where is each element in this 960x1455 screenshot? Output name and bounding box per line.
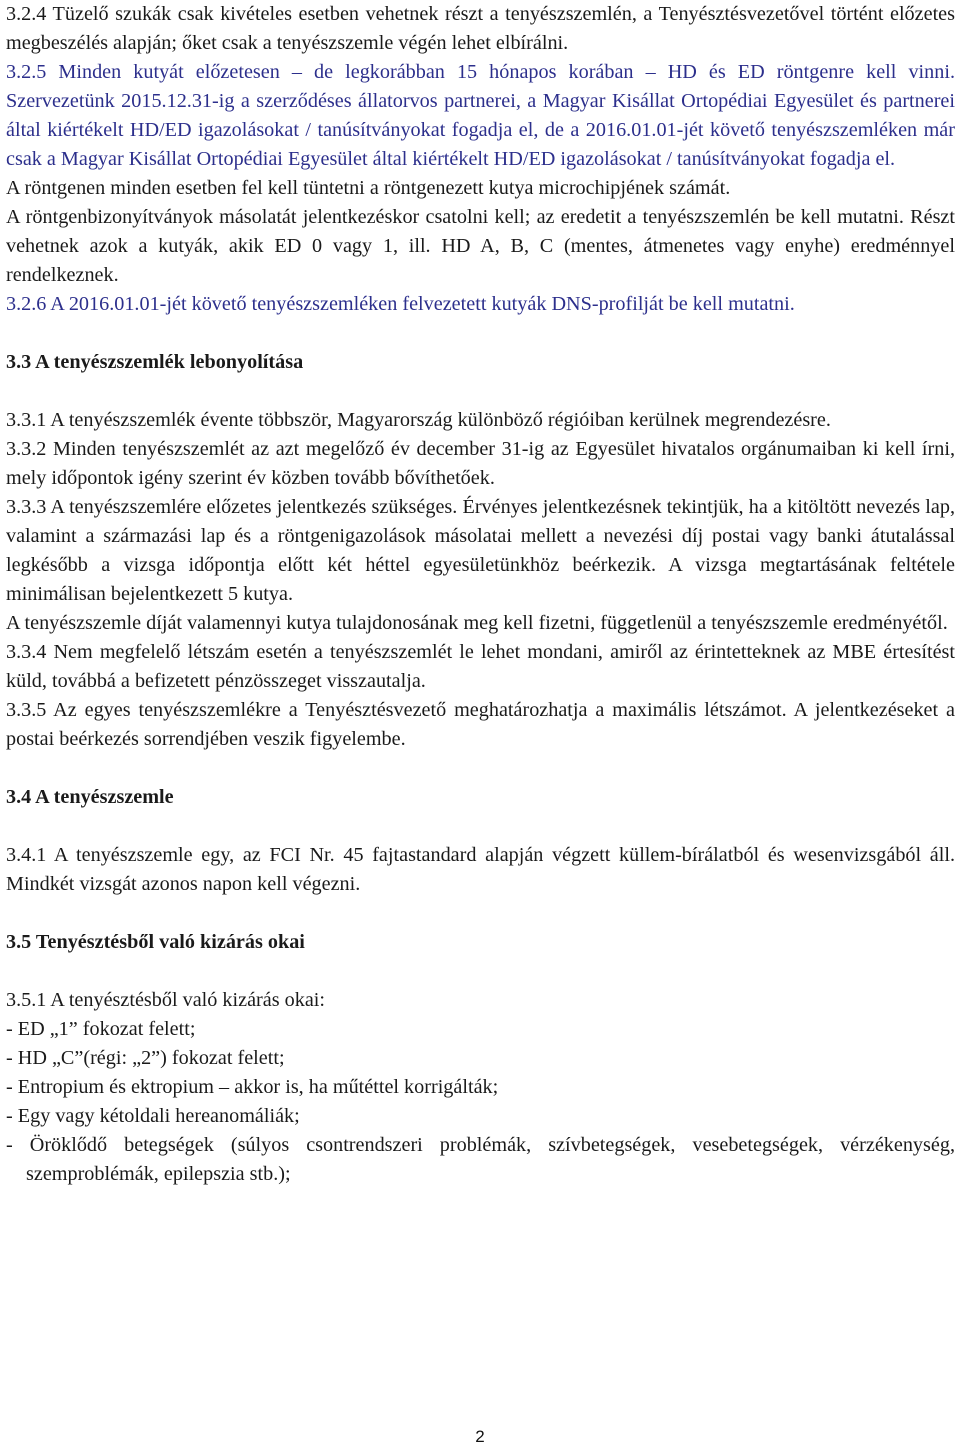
exclusion-list [6, 1015, 955, 1189]
paragraph-fee: A tenyészszemle díját valamennyi kutya tulajdonosának meg kell fizetni, függetlenül a tenyészszemle eredményétől. [6, 612, 948, 634]
paragraph-3-3-4: 3.3.4 Nem megfelelő létszám esetén a tenyészszemlét le lehet mondani, amiről az érintetteknek az MBE értesítést küld, továbbá a befizetett pénzösszeget visszautalja. [6, 641, 955, 692]
paragraph-3-2-5: 3.2.5 Minden kutyát előzetesen – de legkorábban 15 hónapos korában – HD és ED röntgenre kell vinni. Szervezetünk 2015.12.31-ig a szerződéses állatorvos partnerei, a Magyar Kisállat Ortopédiai Egyesület és partnerei által kiértékelt HD/ED igazolásokat / tanúsítványokat fogadja el, de a 2016.01.01-jét követő tenyészszemléken már csak a Magyar Kisállat Ortopédiai Egyesület által kiértékelt HD/ED igazolásokat / tanúsítványokat fogadja el. [6, 61, 955, 170]
paragraph-3-3-5: 3.3.5 Az egyes tenyészszemlékre a Tenyésztésvezető meghatározhatja a maximális létszámot. A jelentkezéseket a postai beérkezés sorrendjében veszik figyelembe. [6, 699, 955, 750]
paragraph-3-4-1: 3.4.1 A tenyészszemle egy, az FCI Nr. 45 fajtastandard alapján végzett küllem-bírálatból és wesenvizsgából áll. Mindkét vizsgát azonos napon kell végezni. [6, 844, 955, 895]
document-page [6, 0, 955, 1189]
spacer [6, 319, 955, 348]
paragraph-microchip-note: A röntgenen minden esetben fel kell tüntetni a röntgenezett kutya microchipjének számát. [6, 177, 731, 199]
heading-3-3: 3.3 A tenyészszemlék lebonyolítása [6, 351, 304, 373]
paragraph-3-3-1: 3.3.1 A tenyészszemlék évente többször, Magyarország különböző régióiban kerülnek megrendezésre. [6, 409, 831, 431]
list-item: - Egy vagy kétoldali hereanomáliák; [6, 1105, 300, 1127]
spacer [6, 754, 955, 783]
paragraph-xray-copies: A röntgenbizonyítványok másolatát jelentkezéskor csatolni kell; az eredetit a tenyészszemlén be kell mutatni. Részt vehetnek azok a kutyák, akik ED 0 vagy 1, ill. HD A, B, C (mentes, átmenetes vagy enyhe) eredménnyel rendelkeznek. [6, 206, 955, 286]
spacer [6, 812, 955, 841]
list-item: - Öröklődő betegségek (súlyos csontrendszeri problémák, szívbetegségek, vesebetegségek, vérzékenység, szemproblémák, epilepszia stb.); [6, 1134, 955, 1185]
paragraph-3-2-4: 3.2.4 Tüzelő szukák csak kivételes esetben vehetnek részt a tenyészszemlén, a Tenyésztésvezetővel történt előzetes megbeszélés alapján; őket csak a tenyészszemle végén lehet elbírálni. [6, 3, 955, 54]
list-item: - ED „1” fokozat felett; [6, 1018, 196, 1040]
paragraph-3-2-6: 3.2.6 A 2016.01.01-jét követő tenyészszemléken felvezetett kutyák DNS-profilját be kell mutatni. [6, 293, 795, 315]
spacer [6, 957, 955, 986]
list-item: - HD „C”(régi: „2”) fokozat felett; [6, 1047, 285, 1069]
paragraph-3-3-2: 3.3.2 Minden tenyészszemlét az azt megelőző év december 31-ig az Egyesület hivatalos orgánumaiban ki kell írni, mely időpontok igény szerint év közben tovább bővíthetőek. [6, 438, 955, 489]
heading-3-4: 3.4 A tenyészszemle [6, 786, 174, 808]
paragraph-3-5-1: 3.5.1 A tenyésztésből való kizárás okai: [6, 989, 325, 1011]
heading-3-5: 3.5 Tenyésztésből való kizárás okai [6, 931, 305, 953]
spacer [6, 899, 955, 928]
list-item: - Entropium és ektropium – akkor is, ha műtéttel korrigálták; [6, 1076, 499, 1098]
page-number: 2 [475, 1427, 485, 1446]
paragraph-3-3-3: 3.3.3 A tenyészszemlére előzetes jelentkezés szükséges. Érvényes jelentkezésnek tekintjük, ha a kitöltött nevezés lap, valamint a származási lap és a röntgenigazolások másolatai mellett a nevezési díj postai vagy banki átutalással legkésőbb a vizsga időpontja előtt két héttel egyesületünkhöz beérkezik. A vizsga megtartásának feltétele minimálisan bejelentkezett 5 kutya. [6, 496, 955, 605]
spacer [6, 377, 955, 406]
